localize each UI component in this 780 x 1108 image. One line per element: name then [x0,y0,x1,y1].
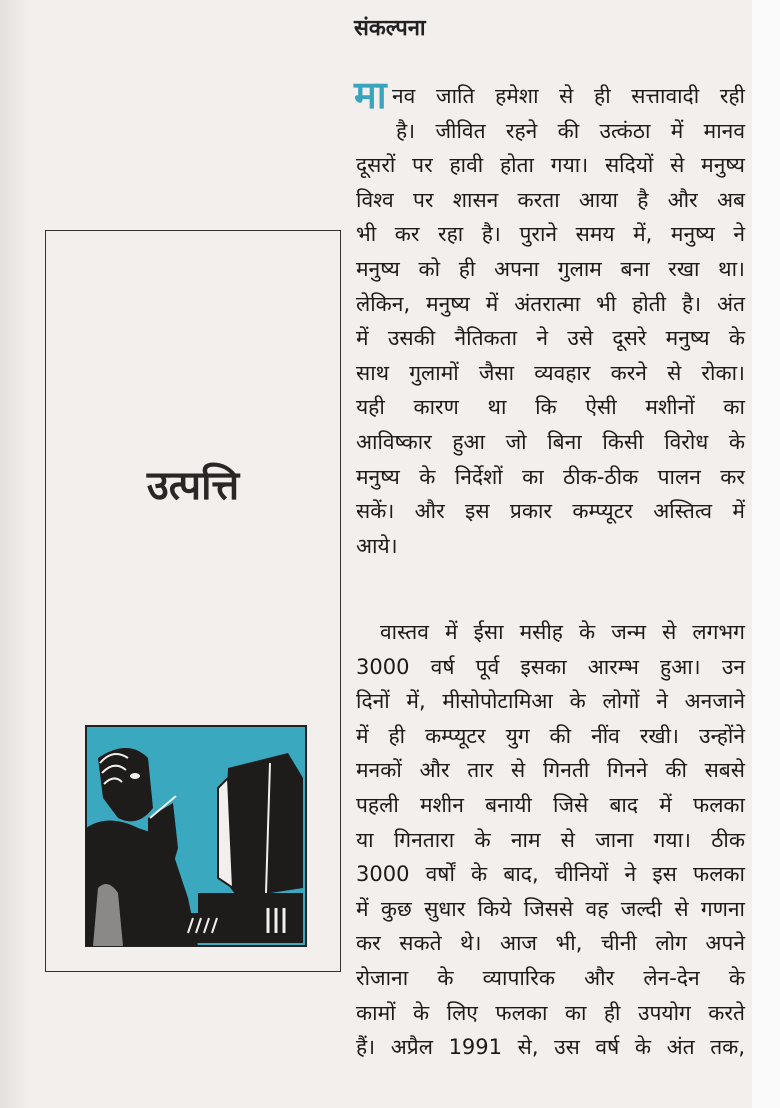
text-line: दिनों में, मीसोपोटामिआ के लोगों ने अनजाने [356,689,745,714]
text-line: सकें। और इस प्रकार कम्प्यूटर अस्तित्व में [356,499,745,524]
text-line: यही कारण था कि ऐसी मशीनों का [356,395,745,420]
text-line: लेकिन, मनुष्य में अंतरात्मा भी होती है। अंत [356,291,745,316]
text-line: हैं। अप्रैल 1991 से, उस वर्ष के अंत तक, [356,1035,745,1060]
text-line: है। जीवित रहने की उत्कंठा में मानव [396,118,745,143]
paragraph-1 [354,73,745,563]
text-line: में ही कम्प्यूटर युग की नींव रखी। उन्होंने [356,723,745,748]
text-line: साथ गुलामों जैसा व्यवहार करने से रोका। [356,360,745,385]
text-line: आविष्कार हुआ जो बिना किसी विरोध के [356,429,745,454]
text-line: कर सकते थे। आज भी, चीनी लोग अपने [356,931,745,956]
person-at-computer-illustration [78,718,311,951]
drop-cap: मा [354,73,387,117]
sidebar-box-title: उत्पत्ति [146,463,240,509]
text-line: 3000 वर्ष पूर्व इसका आरम्भ हुआ। उन [356,654,745,679]
text-line: वास्तव में ईसा मसीह के जन्म से लगभग [380,620,745,644]
text-line: रोजाना के व्यापारिक और लेन-देन के [356,965,745,990]
page-edge [752,0,780,1108]
text-line: दूसरों पर हावी होता गया। सदियों से मनुष्य [356,153,745,178]
text-line: भी कर रहा है। पुराने समय में, मनुष्य ने [356,222,745,247]
text-line: नव जाति हमेशा से ही सत्तावादी रही [392,84,745,108]
text-line: कामों के लिए फलका का ही उपयोग करते [356,1000,745,1025]
text-line: में उसकी नैतिकता ने उसे दूसरे मनुष्य के [356,326,745,351]
text-line: में कुछ सुधार किये जिससे वह जल्दी से गणना [356,896,745,921]
text-line: 3000 वर्षों के बाद, चीनियों ने इस फलका [356,862,745,887]
text-line: या गिनतारा के नाम से जाना गया। ठीक [356,827,745,852]
text-line: विश्व पर शासन करता आया है और अब [356,187,745,212]
text-line: मनुष्य को ही अपना गुलाम बना रखा था। [356,256,745,281]
section-heading: संकल्पना [354,16,426,41]
text-line: आये। [356,533,398,558]
text-line: पहली मशीन बनायी जिसे बाद में फलका [356,792,745,817]
page-gutter-shade [0,0,30,1108]
paragraph-2 [356,615,745,1065]
text-line: मनकों और तार से गिनती गिनने की सबसे [356,758,745,783]
sidebar-box [45,230,341,972]
text-line: मनुष्य के निर्देशों का ठीक-ठीक पालन कर [356,464,745,489]
